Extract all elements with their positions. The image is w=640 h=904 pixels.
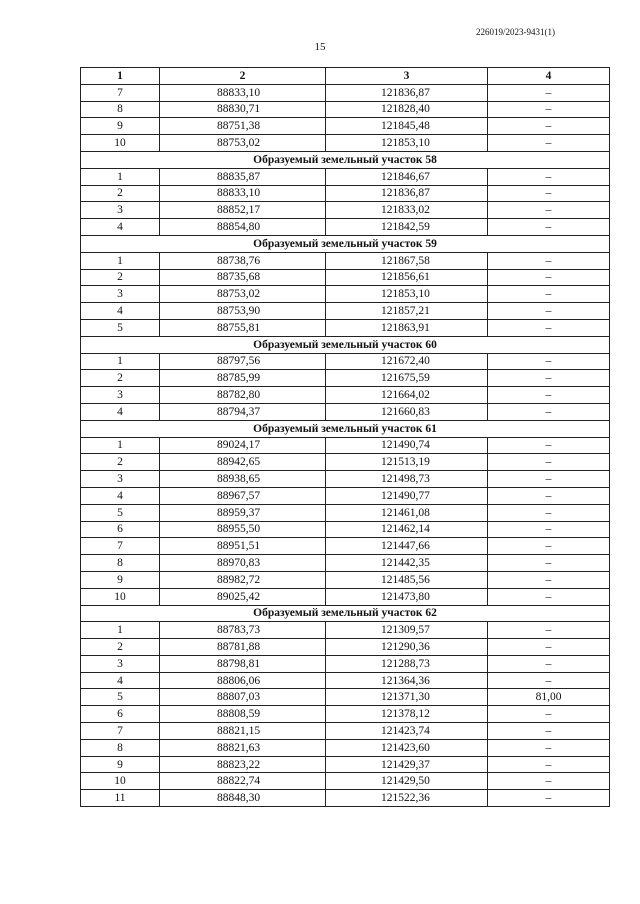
x-coordinate-cell: 88835,87 (160, 168, 326, 185)
table-row (81, 555, 610, 572)
table-row (81, 454, 610, 471)
section-title: Образуемый земельный участок 59 (81, 235, 610, 252)
y-coordinate-cell: 121447,66 (326, 538, 488, 555)
y-coordinate-cell: 121423,60 (326, 739, 488, 756)
distance-cell: – (488, 454, 610, 471)
distance-cell: – (488, 571, 610, 588)
table-row (81, 319, 610, 336)
point-number-cell: 5 (81, 689, 160, 706)
point-number-cell: 3 (81, 471, 160, 488)
section-title: Образуемый земельный участок 60 (81, 336, 610, 353)
y-coordinate-cell: 121842,59 (326, 219, 488, 236)
y-coordinate-cell: 121664,02 (326, 387, 488, 404)
y-coordinate-cell: 121462,14 (326, 521, 488, 538)
x-coordinate-cell: 88821,15 (160, 723, 326, 740)
distance-cell: – (488, 185, 610, 202)
y-coordinate-cell: 121378,12 (326, 706, 488, 723)
point-number-cell: 6 (81, 706, 160, 723)
point-number-cell: 2 (81, 185, 160, 202)
header-row (81, 68, 610, 85)
y-coordinate-cell: 121442,35 (326, 555, 488, 572)
point-number-cell: 9 (81, 756, 160, 773)
y-coordinate-cell: 121833,02 (326, 202, 488, 219)
point-number-cell: 4 (81, 487, 160, 504)
distance-cell: – (488, 101, 610, 118)
point-number-cell: 6 (81, 521, 160, 538)
point-number-cell: 9 (81, 571, 160, 588)
x-coordinate-cell: 88808,59 (160, 706, 326, 723)
x-coordinate-cell: 88807,03 (160, 689, 326, 706)
table-row (81, 672, 610, 689)
y-coordinate-cell: 121498,73 (326, 471, 488, 488)
x-coordinate-cell: 88848,30 (160, 790, 326, 807)
table-row (81, 655, 610, 672)
point-number-cell: 7 (81, 538, 160, 555)
table-row (81, 622, 610, 639)
point-number-cell: 5 (81, 319, 160, 336)
distance-cell: – (488, 739, 610, 756)
section-title: Образуемый земельный участок 61 (81, 420, 610, 437)
distance-cell: – (488, 538, 610, 555)
distance-cell: – (488, 202, 610, 219)
point-number-cell: 2 (81, 269, 160, 286)
point-number-cell: 4 (81, 672, 160, 689)
section-title: Образуемый земельный участок 62 (81, 605, 610, 622)
distance-cell: – (488, 487, 610, 504)
distance-cell: – (488, 286, 610, 303)
y-coordinate-cell: 121490,77 (326, 487, 488, 504)
distance-cell: – (488, 168, 610, 185)
distance-cell: – (488, 555, 610, 572)
column-header: 4 (488, 68, 610, 85)
table-row (81, 723, 610, 740)
y-coordinate-cell: 121845,48 (326, 118, 488, 135)
table-row (81, 571, 610, 588)
point-number-cell: 1 (81, 353, 160, 370)
table-row (81, 538, 610, 555)
y-coordinate-cell: 121429,37 (326, 756, 488, 773)
point-number-cell: 2 (81, 370, 160, 387)
y-coordinate-cell: 121429,50 (326, 773, 488, 790)
distance-cell: – (488, 84, 610, 101)
table-row (81, 588, 610, 605)
y-coordinate-cell: 121672,40 (326, 353, 488, 370)
table-row (81, 706, 610, 723)
table-row (81, 790, 610, 807)
x-coordinate-cell: 88833,10 (160, 185, 326, 202)
x-coordinate-cell: 88785,99 (160, 370, 326, 387)
page-number: 15 (314, 41, 326, 53)
x-coordinate-cell: 89025,42 (160, 588, 326, 605)
y-coordinate-cell: 121853,10 (326, 286, 488, 303)
point-number-cell: 4 (81, 403, 160, 420)
table-row (81, 756, 610, 773)
table-row (81, 689, 610, 706)
x-coordinate-cell: 88970,83 (160, 555, 326, 572)
table-row (81, 487, 610, 504)
point-number-cell: 3 (81, 286, 160, 303)
point-number-cell: 10 (81, 135, 160, 152)
point-number-cell: 3 (81, 202, 160, 219)
distance-cell: – (488, 773, 610, 790)
point-number-cell: 8 (81, 101, 160, 118)
y-coordinate-cell: 121856,61 (326, 269, 488, 286)
table-row (81, 403, 610, 420)
table-row (81, 202, 610, 219)
distance-cell: – (488, 252, 610, 269)
table-row (81, 773, 610, 790)
distance-cell: – (488, 672, 610, 689)
x-coordinate-cell: 88942,65 (160, 454, 326, 471)
table-row (81, 353, 610, 370)
point-number-cell: 10 (81, 588, 160, 605)
section-title-row (81, 605, 610, 622)
distance-cell: – (488, 303, 610, 320)
distance-cell: – (488, 639, 610, 656)
point-number-cell: 3 (81, 387, 160, 404)
table-row (81, 521, 610, 538)
distance-cell: – (488, 723, 610, 740)
y-coordinate-cell: 121288,73 (326, 655, 488, 672)
distance-cell: – (488, 706, 610, 723)
x-coordinate-cell: 88982,72 (160, 571, 326, 588)
distance-cell: – (488, 118, 610, 135)
x-coordinate-cell: 88955,50 (160, 521, 326, 538)
table-row (81, 84, 610, 101)
column-header: 3 (326, 68, 488, 85)
y-coordinate-cell: 121490,74 (326, 437, 488, 454)
y-coordinate-cell: 121853,10 (326, 135, 488, 152)
x-coordinate-cell: 88781,88 (160, 639, 326, 656)
section-title-row (81, 420, 610, 437)
y-coordinate-cell: 121857,21 (326, 303, 488, 320)
table-row (81, 219, 610, 236)
y-coordinate-cell: 121846,67 (326, 168, 488, 185)
y-coordinate-cell: 121290,36 (326, 639, 488, 656)
y-coordinate-cell: 121461,08 (326, 504, 488, 521)
x-coordinate-cell: 88755,81 (160, 319, 326, 336)
distance-cell: 81,00 (488, 689, 610, 706)
table-row (81, 168, 610, 185)
point-number-cell: 4 (81, 303, 160, 320)
x-coordinate-cell: 88751,38 (160, 118, 326, 135)
distance-cell: – (488, 437, 610, 454)
coordinates-table (80, 67, 610, 807)
table-row (81, 739, 610, 756)
table-row (81, 286, 610, 303)
distance-cell: – (488, 521, 610, 538)
x-coordinate-cell: 88798,81 (160, 655, 326, 672)
x-coordinate-cell: 88852,17 (160, 202, 326, 219)
section-title: Образуемый земельный участок 58 (81, 151, 610, 168)
point-number-cell: 4 (81, 219, 160, 236)
y-coordinate-cell: 121364,36 (326, 672, 488, 689)
table-row (81, 504, 610, 521)
y-coordinate-cell: 121675,59 (326, 370, 488, 387)
y-coordinate-cell: 121473,80 (326, 588, 488, 605)
x-coordinate-cell: 89024,17 (160, 437, 326, 454)
x-coordinate-cell: 88938,65 (160, 471, 326, 488)
x-coordinate-cell: 88854,80 (160, 219, 326, 236)
x-coordinate-cell: 88738,76 (160, 252, 326, 269)
y-coordinate-cell: 121371,30 (326, 689, 488, 706)
table-row (81, 437, 610, 454)
point-number-cell: 11 (81, 790, 160, 807)
table-row (81, 185, 610, 202)
point-number-cell: 7 (81, 723, 160, 740)
point-number-cell: 5 (81, 504, 160, 521)
distance-cell: – (488, 219, 610, 236)
document-id: 226019/2023-9431(1) (476, 27, 555, 37)
y-coordinate-cell: 121836,87 (326, 185, 488, 202)
point-number-cell: 8 (81, 739, 160, 756)
x-coordinate-cell: 88833,10 (160, 84, 326, 101)
section-title-row (81, 235, 610, 252)
x-coordinate-cell: 88735,68 (160, 269, 326, 286)
distance-cell: – (488, 588, 610, 605)
point-number-cell: 1 (81, 168, 160, 185)
point-number-cell: 2 (81, 454, 160, 471)
y-coordinate-cell: 121522,36 (326, 790, 488, 807)
x-coordinate-cell: 88830,71 (160, 101, 326, 118)
y-coordinate-cell: 121828,40 (326, 101, 488, 118)
point-number-cell: 8 (81, 555, 160, 572)
point-number-cell: 1 (81, 252, 160, 269)
column-header: 2 (160, 68, 326, 85)
table-row (81, 639, 610, 656)
x-coordinate-cell: 88967,57 (160, 487, 326, 504)
distance-cell: – (488, 319, 610, 336)
x-coordinate-cell: 88794,37 (160, 403, 326, 420)
distance-cell: – (488, 790, 610, 807)
y-coordinate-cell: 121423,74 (326, 723, 488, 740)
distance-cell: – (488, 269, 610, 286)
table-row (81, 118, 610, 135)
table-row (81, 135, 610, 152)
x-coordinate-cell: 88959,37 (160, 504, 326, 521)
y-coordinate-cell: 121309,57 (326, 622, 488, 639)
section-title-row (81, 151, 610, 168)
y-coordinate-cell: 121836,87 (326, 84, 488, 101)
point-number-cell: 7 (81, 84, 160, 101)
point-number-cell: 2 (81, 639, 160, 656)
distance-cell: – (488, 353, 610, 370)
point-number-cell: 3 (81, 655, 160, 672)
x-coordinate-cell: 88806,06 (160, 672, 326, 689)
point-number-cell: 1 (81, 622, 160, 639)
distance-cell: – (488, 504, 610, 521)
distance-cell: – (488, 370, 610, 387)
x-coordinate-cell: 88783,73 (160, 622, 326, 639)
table-row (81, 303, 610, 320)
distance-cell: – (488, 471, 610, 488)
distance-cell: – (488, 622, 610, 639)
table-row (81, 471, 610, 488)
x-coordinate-cell: 88823,22 (160, 756, 326, 773)
x-coordinate-cell: 88797,56 (160, 353, 326, 370)
x-coordinate-cell: 88753,02 (160, 286, 326, 303)
distance-cell: – (488, 403, 610, 420)
table-row (81, 101, 610, 118)
y-coordinate-cell: 121513,19 (326, 454, 488, 471)
point-number-cell: 9 (81, 118, 160, 135)
x-coordinate-cell: 88782,80 (160, 387, 326, 404)
x-coordinate-cell: 88753,02 (160, 135, 326, 152)
distance-cell: – (488, 655, 610, 672)
distance-cell: – (488, 387, 610, 404)
y-coordinate-cell: 121660,83 (326, 403, 488, 420)
point-number-cell: 10 (81, 773, 160, 790)
x-coordinate-cell: 88753,90 (160, 303, 326, 320)
distance-cell: – (488, 135, 610, 152)
table-row (81, 252, 610, 269)
table-row (81, 269, 610, 286)
y-coordinate-cell: 121863,91 (326, 319, 488, 336)
y-coordinate-cell: 121485,56 (326, 571, 488, 588)
x-coordinate-cell: 88821,63 (160, 739, 326, 756)
y-coordinate-cell: 121867,58 (326, 252, 488, 269)
distance-cell: – (488, 756, 610, 773)
x-coordinate-cell: 88951,51 (160, 538, 326, 555)
table-row (81, 387, 610, 404)
section-title-row (81, 336, 610, 353)
x-coordinate-cell: 88822,74 (160, 773, 326, 790)
point-number-cell: 1 (81, 437, 160, 454)
table-row (81, 370, 610, 387)
column-header: 1 (81, 68, 160, 85)
